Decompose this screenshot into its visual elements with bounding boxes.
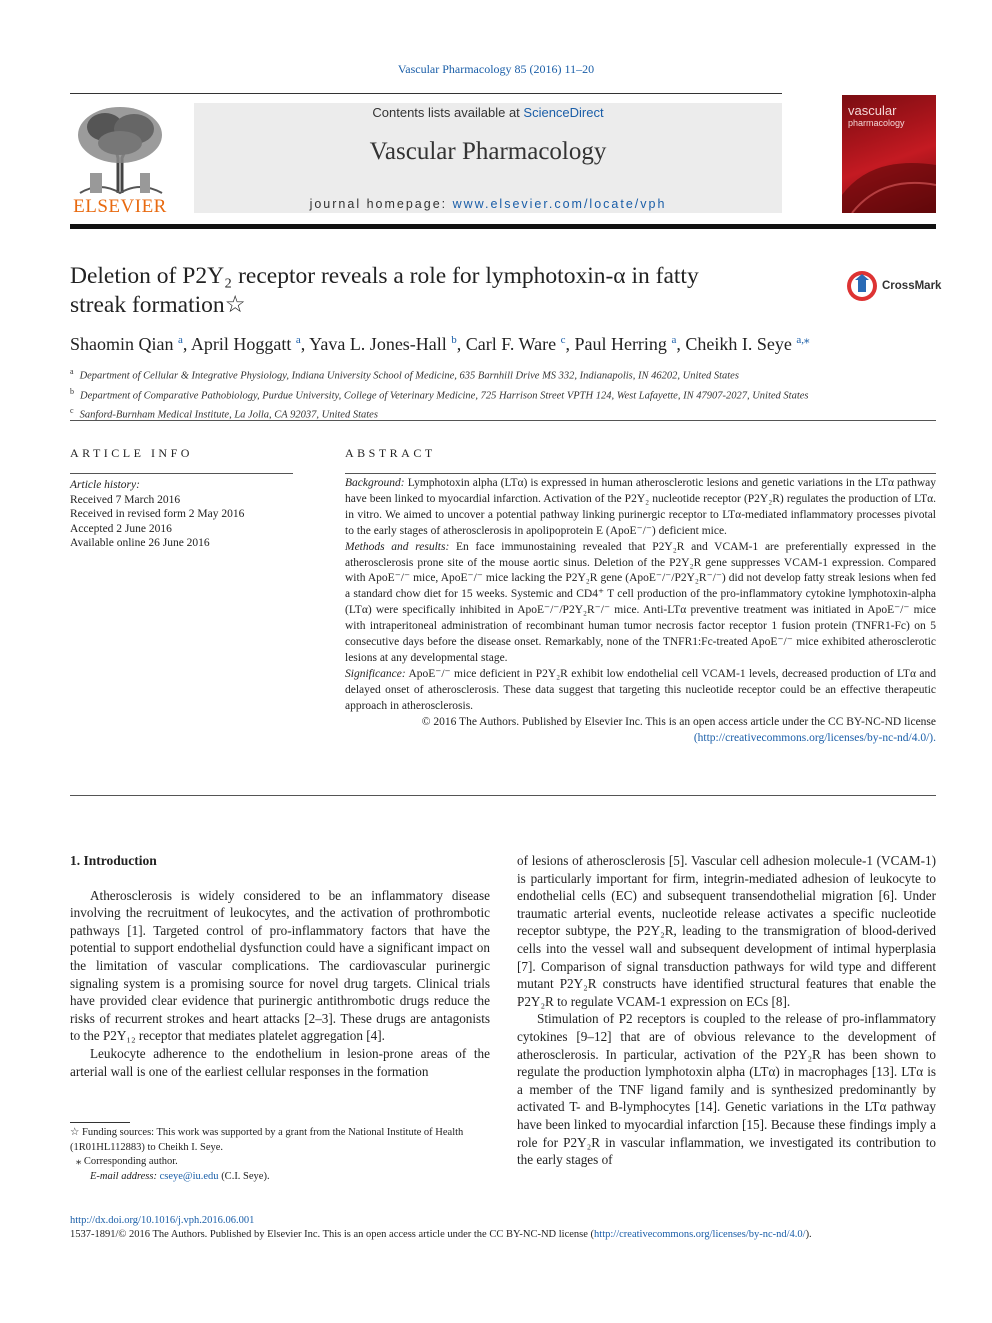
footnotes bbox=[70, 1126, 490, 1184]
author-affiliation-mark[interactable]: b bbox=[451, 334, 457, 346]
homepage-prefix: journal homepage: bbox=[309, 197, 453, 211]
header-thick-rule bbox=[70, 224, 936, 229]
affiliations bbox=[70, 364, 936, 423]
abstract-significance-text: ApoE⁻/⁻ mice deficient in P2Y₂R exhibit low endothelial cell VCAM-1 levels, decreased production of LTα and delayed onset of atherosclerosis. These data suggest that targeting this nucleotide receptor could be an effective therapeutic approach in atherosclerosis. bbox=[345, 667, 936, 712]
copyright-text: © 2016 The Authors. Published by Elsevier Inc. This is an open access article under the CC BY-NC-ND license bbox=[421, 715, 936, 728]
abstract-significance-label: Significance: bbox=[345, 667, 406, 680]
abstract-background-text: Lymphotoxin alpha (LTα) is expressed in human atherosclerotic lesions and genetic variations in the LTα pathway have been linked to myocardial infarction. Activation of the P2Y₂ nucleotide receptor (P2Y₂R) regulates the production of LTα. in vitro. We aimed to uncover a potential pathway linking purinergic receptor to LTα-mediated inflammatory processes pivotal to the early stages of atherosclerosis in apolipoprotein E (ApoE⁻/⁻) deficient mice. bbox=[345, 477, 937, 537]
funding-footnote: ☆ Funding sources: This work was supported by a grant from the National Institute of Health (1R01HL112883) to Cheikh I. Seye. bbox=[70, 1127, 464, 1153]
article-title-line1: Deletion of P2Y₂ receptor reveals a role for lymphotoxin-α in fatty bbox=[70, 263, 699, 289]
crossmark-icon bbox=[846, 270, 878, 302]
issn-license-line bbox=[70, 1229, 936, 1240]
issn-end: ). bbox=[805, 1229, 812, 1240]
email-link[interactable]: cseye@iu.edu bbox=[159, 1170, 219, 1182]
abstract-heading: ABSTRACT bbox=[345, 446, 436, 460]
body-paragraph: Atherosclerosis is widely considered to be an inflammatory disease involving the recruitment of leukocytes, and the activation of prothrombotic pathways [1]. Targeted control of pro-inflammatory factors that have the potential to support endothelial dysfunction could have a significant impact on the limitation of vascular complications. The cardiovascular purinergic signaling system is a promising source for novel drug targets. Clinical trials have provided clear evidence that purinergic antithrombotic drugs reduce the risks of recurrent strokes and heart attacks [2–3]. These drugs are antagonists to the P2Y₁₂ receptor that mediates platelet aggregation [4]. bbox=[70, 887, 490, 1044]
author-affiliation-mark[interactable]: a bbox=[295, 334, 301, 346]
body-paragraph: Leukocyte adherence to the endothelium in lesion-prone areas of the arterial wall is one of the earliest cellular responses in the formation bbox=[70, 1045, 490, 1079]
footer-license-link[interactable]: http://creativecommons.org/licenses/by-nc-nd/4.0/ bbox=[594, 1229, 806, 1240]
footnote-rule bbox=[70, 1122, 130, 1123]
author-name[interactable]: Carl F. Ware bbox=[465, 334, 557, 354]
author-affiliation-mark[interactable]: c bbox=[560, 334, 566, 346]
sciencedirect-link[interactable]: ScienceDirect bbox=[523, 105, 604, 120]
affiliation-text: Department of Cellular & Integrative Physiology, Indiana University School of Medicine, 635 Barnhill Drive MS 332, Indianapolis, IN 46202, United States bbox=[79, 370, 739, 382]
author-name[interactable]: Paul Herring bbox=[574, 334, 667, 354]
abstract-methods-label: Methods and results: bbox=[345, 540, 450, 553]
cover-title-line2: pharmacology bbox=[848, 118, 905, 128]
affiliation-mark: a bbox=[70, 367, 74, 376]
contents-line bbox=[194, 105, 782, 120]
author-name[interactable]: Cheikh I. Seye bbox=[685, 334, 792, 354]
abstract-background bbox=[345, 476, 936, 540]
author-affiliation-mark[interactable]: a bbox=[178, 334, 183, 346]
cover-artwork bbox=[842, 135, 936, 213]
email-footnote bbox=[70, 1170, 490, 1185]
history-online: Available online 26 June 2016 bbox=[70, 537, 210, 549]
body-paragraph: Stimulation of P2 receptors is coupled to the release of pro-inflammatory cytokines [9–12] that are of obvious relevance to the development of atherosclerosis. In particular, activation of the P2Y₂R has been shown to regulate the production lymphotoxin alpha (LTα) in macrophages [13]. LTα is a member of the TNF ligand family and is synthesized predominantly by activated T- and B-lymphocytes [14]. Genetic variations in the LTα pathway have been linked to myocardial infarction [15]. Because these findings imply a role for P2Y₂R in vascular inflammation, we investigated its contribution to the early stages of bbox=[517, 1011, 936, 1168]
email-suffix: (C.I. Seye). bbox=[221, 1170, 270, 1182]
corresponding-footnote: ⁎ Corresponding author. bbox=[76, 1156, 178, 1167]
crossmark-label: CrossMark bbox=[882, 280, 942, 292]
author-list: Shaomin Qian $^a$, April Hoggatt $^a$, Yava L. Jones-Hall $^b$, Carl F. Ware $^c$, Paul Herring $^a$, Cheikh I. Seye $^{a,⁎}$ bbox=[70, 334, 810, 354]
issn-text: 1537-1891/© 2016 The Authors. Published by Elsevier Inc. This is an open access article under the CC BY-NC-ND license ( bbox=[70, 1229, 595, 1240]
abstract-body bbox=[345, 476, 936, 746]
section-rule-2 bbox=[70, 795, 936, 796]
author-name[interactable]: Shaomin Qian bbox=[70, 334, 174, 354]
author-name[interactable]: Yava L. Jones-Hall bbox=[309, 334, 447, 354]
homepage-link[interactable]: www.elsevier.com/locate/vph bbox=[452, 197, 667, 211]
cover-title-line1: vascular bbox=[848, 103, 897, 118]
abstract-background-label: Background: bbox=[345, 477, 405, 489]
author-name[interactable]: April Hoggatt bbox=[190, 334, 292, 354]
abstract-significance bbox=[345, 667, 936, 715]
body-column-right bbox=[517, 852, 936, 1169]
article-info-rule bbox=[70, 473, 293, 474]
header-rule bbox=[70, 93, 782, 94]
crossmark-badge[interactable] bbox=[846, 270, 942, 306]
author-affiliation-mark[interactable]: a,⁎ bbox=[796, 334, 810, 346]
article-title-line2: streak formation☆ bbox=[70, 292, 246, 318]
doi-link[interactable]: http://dx.doi.org/10.1016/j.vph.2016.06.001 bbox=[70, 1215, 255, 1226]
history-accepted: Accepted 2 June 2016 bbox=[70, 522, 172, 535]
body-column-left bbox=[70, 852, 490, 1080]
journal-name: Vascular Pharmacology bbox=[369, 138, 607, 165]
contents-prefix: Contents lists available at bbox=[372, 105, 524, 120]
abstract-methods bbox=[345, 540, 936, 667]
elsevier-wordmark: ELSEVIER bbox=[73, 196, 167, 217]
history-label: Article history: bbox=[70, 479, 140, 491]
affiliation-text: Department of Comparative Pathobiology, Purdue University, College of Veterinary Medicine, 725 Harrison Street VPTH 124, West Lafayette, IN 47907-2027, United States bbox=[80, 390, 809, 401]
abstract-methods-text: En face immunostaining revealed that P2Y₂R and VCAM-1 are preferentially expressed in the atherosclerosis prone site of the mouse aortic sinus. Deletion of the P2Y₂R gene suppresses VCAM-1 expression. Compared with ApoE⁻/⁻ mice, ApoE⁻/⁻ mice lacking the P2Y₂R gene (ApoE⁻/⁻/P2Y₂R⁻/⁻) did not develop fatty streak lesions when fed a standard chow diet for 15 weeks. Systemic and CD4⁺ T cell production of the pro-inflammatory cytokine lymphotoxin-alpha (LTα) were specifically inhibited in ApoE⁻/⁻/P2Y₂R⁻/⁻ mice. Anti-LTα preventive treatment was initiated in ApoE⁻/⁻ mice with intraperitoneal administration of recombinant human tumor necrosis factor receptor 1 fusion protein (TNFR1-Fc) on 5 consecutive days before the disease onset. Remarkably, none of the TNFR1:Fc-treated ApoE⁻/⁻ mice exhibited atherosclerotic lesions at any developmental stage. bbox=[345, 540, 937, 664]
affiliation-item bbox=[70, 364, 936, 384]
email-label: E-mail address: bbox=[90, 1170, 157, 1182]
license-link[interactable]: (http://creativecommons.org/licenses/by-nc-nd/4.0/). bbox=[693, 731, 936, 744]
section-rule bbox=[70, 420, 936, 421]
affiliation-item bbox=[70, 384, 936, 404]
affiliation-mark: b bbox=[70, 386, 74, 396]
article-info-heading: ARTICLE INFO bbox=[70, 446, 193, 460]
author-affiliation-mark[interactable]: a bbox=[671, 334, 677, 346]
section-title: 1. Introduction bbox=[70, 853, 157, 868]
affiliation-mark: c bbox=[70, 406, 74, 415]
affiliation-text: Sanford-Burnham Medical Institute, La Jolla, CA 92037, United States bbox=[79, 409, 378, 421]
abstract-rule bbox=[345, 473, 936, 474]
abstract-copyright bbox=[345, 715, 936, 747]
article-title bbox=[70, 262, 790, 320]
history-received: Received 7 March 2016 bbox=[70, 493, 181, 506]
history-revised: Received in revised form 2 May 2016 bbox=[70, 508, 245, 520]
cover-title bbox=[848, 105, 905, 129]
article-history bbox=[70, 478, 310, 551]
homepage-line bbox=[194, 197, 782, 211]
journal-citation[interactable]: Vascular Pharmacology 85 (2016) 11–20 bbox=[397, 62, 595, 76]
journal-cover-image bbox=[842, 95, 936, 213]
body-paragraph: of lesions of atherosclerosis [5]. Vascular cell adhesion molecule-1 (VCAM-1) is particularly important for firm, integrin-mediated adhesion of leukocyte to endothelial cells (EC) and subsequent transendothelial migration [6]. Under traumatic arterial events, nucleotide release activates a specific nucleotide receptor subtype, the P2Y₂R, leading to the transmigration of blood-derived cells into the vessel wall and subsequent development of intimal hyperplasia [7]. Comparison of signal transduction pathways for wild type and different mutant P2Y₂R constructs have identified structural features that enable the P2Y₂R to regulate VCAM-1 expression on ECs [8]. bbox=[517, 853, 936, 1009]
